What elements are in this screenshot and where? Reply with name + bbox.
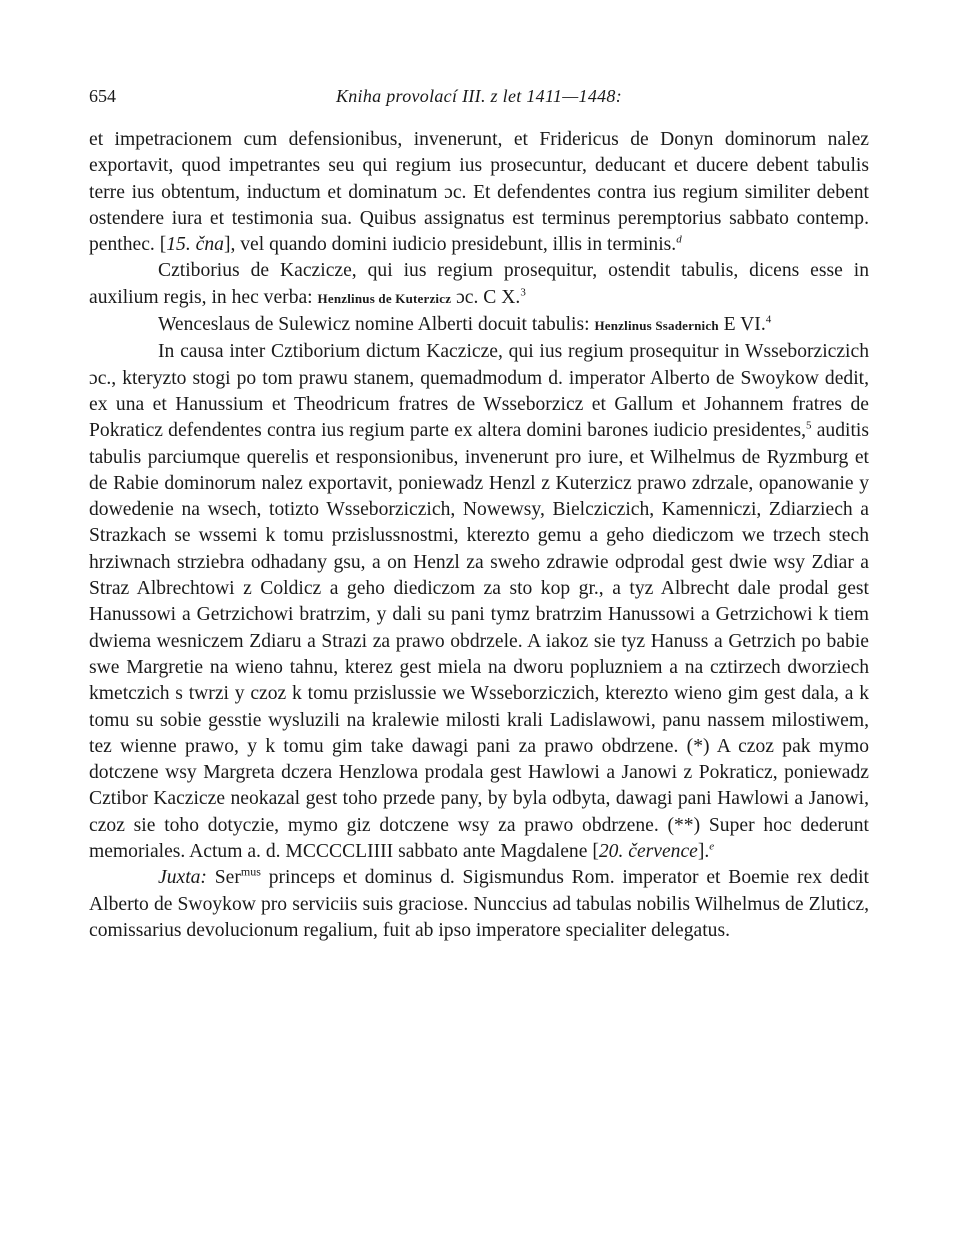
page-header <box>89 86 869 112</box>
date-note: 15. čna <box>166 234 224 256</box>
footnote-marker: d <box>676 233 682 246</box>
paragraph-3-text: Wenceslaus de Sulewicz nomine Alberti docuit tabulis: <box>158 314 595 336</box>
date-note: 20. července <box>598 841 698 863</box>
paragraph-4-text-end: ]. <box>697 841 710 863</box>
quoted-entry: Henzlinus Ssadernich <box>594 318 719 334</box>
paragraph-2 <box>89 258 869 312</box>
superscript-abbrev: mus <box>240 864 261 879</box>
paragraph-4 <box>89 339 869 865</box>
paragraph-3 <box>89 312 869 339</box>
paragraph-5-text: Ser <box>206 867 241 889</box>
paragraph-3-text-end: E VI. <box>718 314 766 336</box>
footnote-marker: 4 <box>765 313 772 326</box>
running-head-title: Kniha provolací III. z let <box>335 86 527 106</box>
paragraph-5 <box>89 865 869 944</box>
running-head-colon: : <box>615 86 623 106</box>
paragraph-4-text-main: auditis tabulis parciumque querelis et responsionibus, invenerunt pro iure, et Wilhelmus de Ryzmburg et de Rabie dominorum nalez exportavit, poniewadz Henzl z Kuterzicz prawo zdrzale, opanowanie y dowedenie na wsech, totizto Wsseborziczich, Nowewsy, Bielcziczich, Kamenniczi, Zdiarziech a Strazkach se wssemi k tomu przislussnostmi, kterezto gemu a geho diediczom we trzech stech hrziwnach strziebra odhadany gsu, a on Henzl za sweho zdrawie odprodal gest dwie wsy Zdiar a Straz Albrechtowi z Coldicz a geho diediczom za sto kop gr., a tyz Albrecht dale prodal gest Hanussowi a Getrzichowi bratrzim, y dali su pani tymz bratrzim Hanussowi a Getrzichowi k tiem dwiema wesniczem Zdiaru a Strazi za prawo obdrzele. A iakoz sie tyz Hanuss a Getrzich po babie swe Margretie na wieno tahnu, kterez gest miela na dworu popluzniem a na cztirzech dworziech kmetczich s twrzi y czoz k tomu przislussie we Wsseborziczich, kterezto wieno gim gest dala, a k tomu su sobie gesstie wysluzili na kralewie milosti krali Ladislawowi, panu nassem milostiwem, tez wienne prawo, y k tomu gim take dawagi pani za prawo obdrzene. (*) A czoz pak mymo dotczene wsy Margreta dczera Henzlowa prodala gest Hawlowi a Janowi z Pokraticz, poniewadz Cztibor Kaczicze neokazal gest toho przede pany, by byla odbyta, dawagi pani Hawlowi a Janowi, czoz sie toho dotyczie, mymo giz dotczene wsy za prawo obdrzene. (**) Super hoc dederunt memoriales. Actum a. d. MCCCCLIIII sabbato ante Magdalene [ <box>89 420 869 863</box>
paragraph-1-text-end: ], vel quando domini iudicio presidebunt, illis in terminis. <box>223 234 677 256</box>
running-head <box>89 86 869 107</box>
paragraph-1 <box>89 127 869 258</box>
body-text <box>89 127 869 944</box>
quoted-entry: Henzlinus de Kuterzicz <box>317 290 452 306</box>
paragraph-2-text-end: ɔc. C X. <box>451 286 521 308</box>
paragraph-2-text: Cztiborius de Kaczicze, qui ius regium prosequitur, ostendit tabulis, dicens esse in auxilium regis, in hec verba: <box>89 260 869 308</box>
paragraph-4-text: In causa inter Cztiborium dictum Kaczicze, qui ius regium prosequitur in Wsseborziczich ɔc., kteryzto stogi po tom prawu stanem, quemadmodum d. imperator Alberto de Swoykow dedit, ex una et Hanussium et Theodricum fratres de Wsseborzicz et Gallum et Johannem fratres de Pokraticz defendentes contra ius regium parte ex altera domini barones iudicio presidentes, <box>89 341 869 442</box>
running-head-years: 1411—1448 <box>526 86 616 106</box>
paragraph-5-text-end: princeps et dominus d. Sigismundus Rom. imperator et Boemie rex dedit Alberto de Swoykow pro serviciis suis graciose. Nunccius ad tabulas nobilis Wilhelmus de Zluticz, comissarius devolucionum regalium, fuit ab ipso imperatore specialiter delegatus. <box>89 867 869 941</box>
footnote-marker: 3 <box>520 286 526 299</box>
footnote-marker: 5 <box>806 419 812 432</box>
footnote-marker: e <box>709 840 715 853</box>
paragraph-1-text: et impetracionem cum defensionibus, invenerunt, et Fridericus de Donyn dominorum nalez exportavit, quod impetrantes seu qui regium ius prosecuntur, deducant et ducere debent tabulis terre ius obtentum, inductum et dominatum ɔc. Et defendentes contra ius regium similiter debent ostendere iura et testimonia sua. Quibus assignatus est terminus peremptorius sabbato contemp. penthec. [ <box>89 129 869 256</box>
juxta-label: Juxta: <box>158 867 207 889</box>
page-number: 654 <box>89 86 116 106</box>
